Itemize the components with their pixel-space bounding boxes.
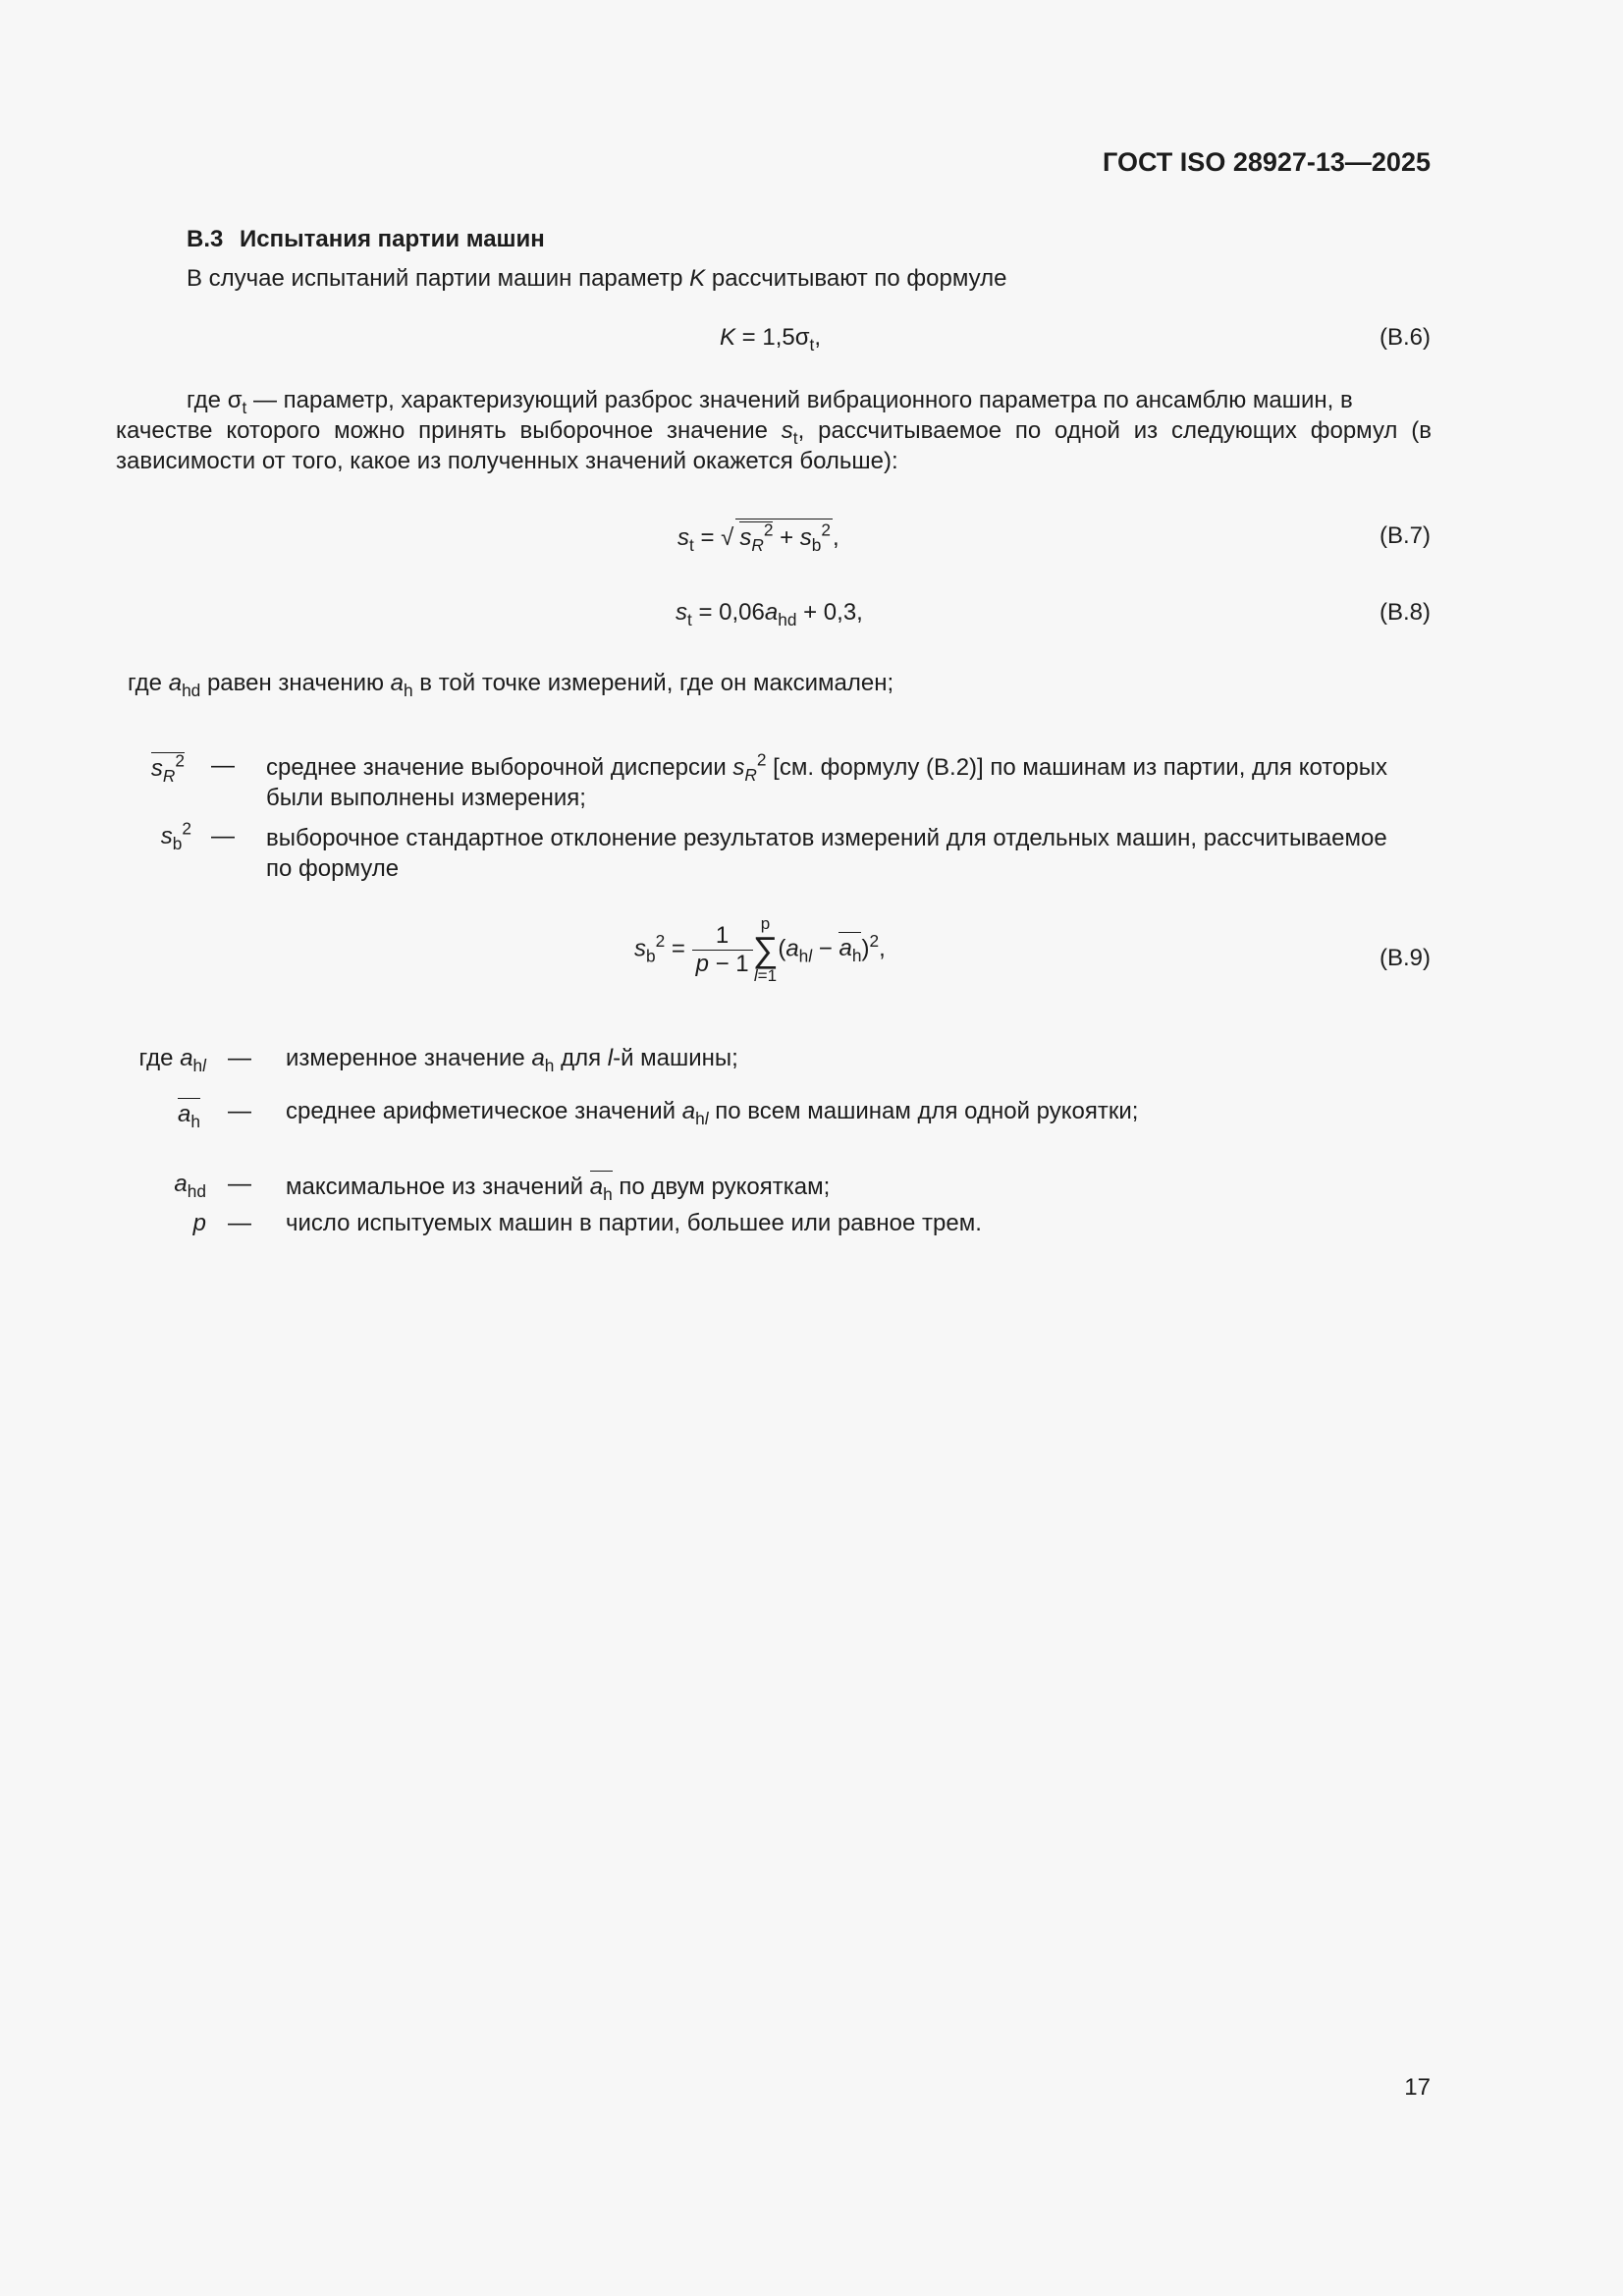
def-symbol-ahl: где $a_{hl}$	[138, 1045, 206, 1076]
def-symbol-p: p	[192, 1210, 206, 1236]
section-heading	[187, 226, 545, 253]
def-dash-4: —	[228, 1098, 251, 1124]
equation-b9-label: (В.9)	[1379, 945, 1431, 971]
where-sigma-paragraph: где $\sigma_t$ — параметр, характеризующий разброс значений вибрационного параметра по ансамблю машин, в качестве которого можно принять выборочное значение $s_t$, рассчитываемое по одной из следующих формул (в зависимости от того, какое из полученных значений окажется больше):	[116, 387, 1433, 474]
equation-b9: $s_b^2$ = $\frac{1}{p - 1}$ p ∑ l=1 $(a_{hl} - a_h)^2$,	[634, 914, 886, 985]
def-dash-5: —	[228, 1171, 251, 1197]
def-dash-6: —	[228, 1210, 251, 1236]
def-text-sr2-mean-line2: были выполнены измерения;	[266, 785, 586, 811]
def-dash-3: —	[228, 1045, 251, 1071]
def-text-ahd: максимальное из значений $a_h$ по двум рукояткам;	[286, 1171, 830, 1201]
equation-b9-fraction: $\frac{1}{p - 1}$	[692, 922, 753, 978]
equation-b7: $s_t$ = √ $s_R^2 + s_b^2$,	[677, 519, 839, 556]
def-dash-1: —	[211, 752, 235, 779]
def-symbol-sr2-mean: $s_R^2$	[150, 750, 185, 787]
intro-paragraph: В случае испытаний партии машин параметр K рассчитывают по формуле	[187, 265, 1007, 292]
def-text-sb2: выборочное стандартное отклонение результатов измерений для отдельных машин, рассчитываемое по формуле	[266, 825, 1387, 882]
def-symbol-ahd: $a_{hd}$	[174, 1171, 206, 1202]
def-text-sr2-mean: среднее значение выборочной дисперсии $s_R^2$ [см. формулу (В.2)] по машинам из партии, для которых были выполнены измерения;	[266, 749, 1387, 811]
equation-b7-label: (В.7)	[1379, 522, 1431, 549]
equation-b6-label: (В.6)	[1379, 324, 1431, 351]
equation-b8: $s_t = 0,06a_{hd} + 0,3$,	[676, 599, 863, 630]
def-text-sb2-line2: по формуле	[266, 855, 400, 882]
where-ahd-line: где $a_{hd}$ равен значению $a_h$ в той точке измерений, где он максимален;	[128, 670, 894, 701]
def-dash-2: —	[211, 823, 235, 849]
section-number: В.3	[187, 226, 224, 252]
def-text-ahl: измеренное значение $a_h$ для l-й машины;	[286, 1045, 738, 1076]
equation-b6: $K = 1,5\sigma_t$,	[720, 324, 822, 355]
def-symbol-sb2: $s_b^2$	[160, 818, 191, 854]
equation-b9-sum: p ∑ l=1	[752, 914, 779, 985]
page-number: 17	[1404, 2074, 1431, 2101]
def-text-p: число испытуемых машин в партии, большее или равное трем.	[286, 1210, 982, 1236]
def-symbol-ah-mean: $a_h$	[128, 1098, 200, 1128]
section-title: Испытания партии машин	[240, 226, 545, 252]
def-text-ah-mean: среднее арифметическое значений $a_{hl}$ по всем машинам для одной рукоятки;	[286, 1098, 1139, 1129]
document-header-standard-id: ГОСТ ISO 28927-13—2025	[1103, 147, 1431, 177]
equation-b8-label: (В.8)	[1379, 599, 1431, 626]
